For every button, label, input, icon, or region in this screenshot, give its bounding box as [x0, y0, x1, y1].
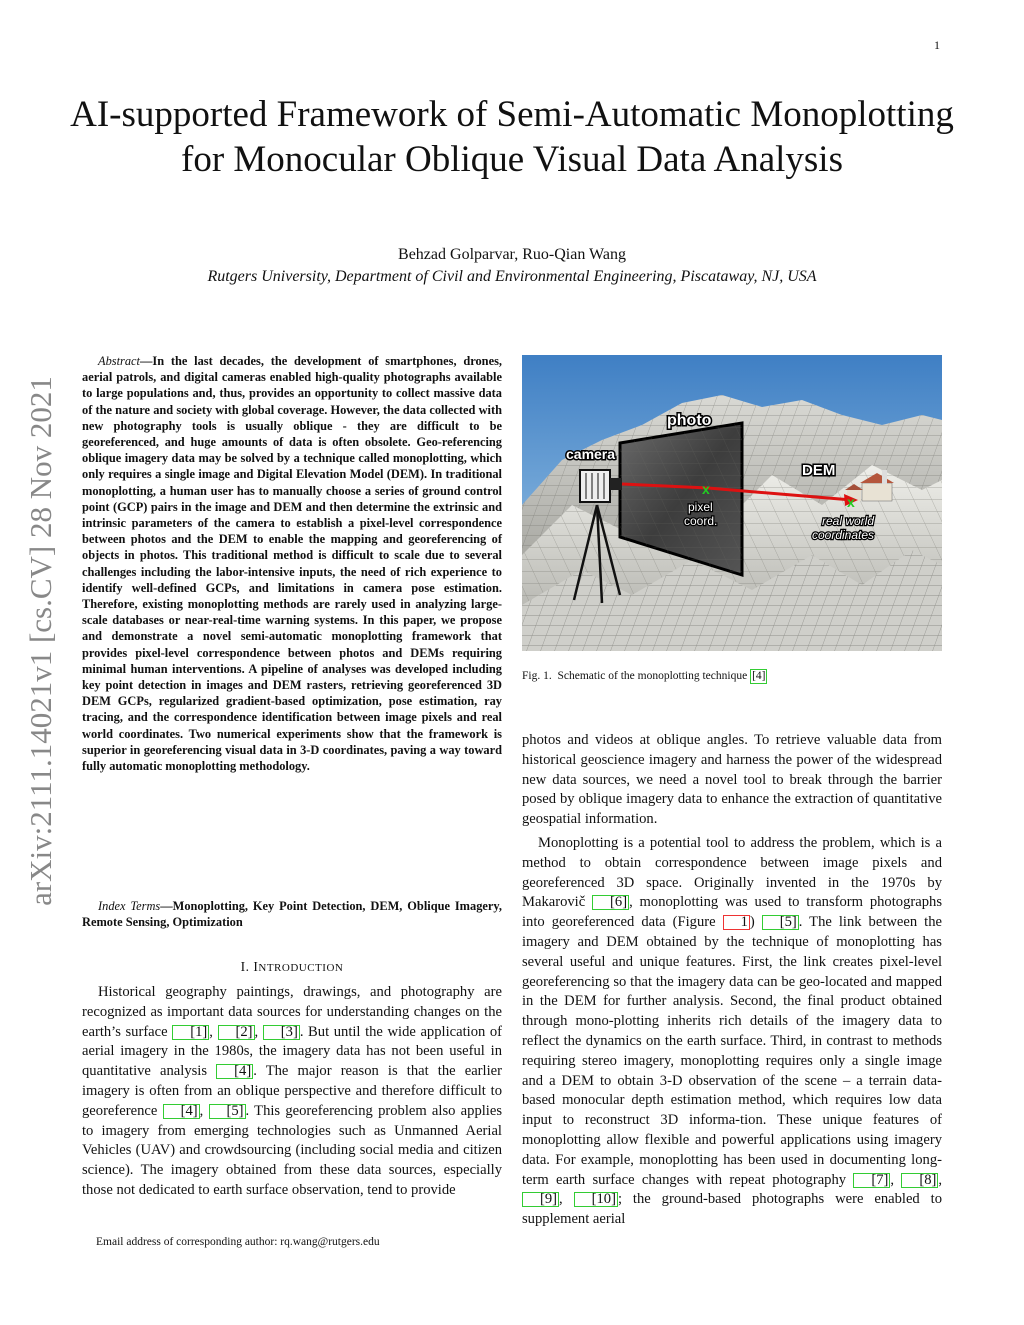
- citation-link[interactable]: [3]: [263, 1025, 300, 1040]
- caption-prefix: Fig. 1.: [522, 670, 552, 682]
- arxiv-stamp: arXiv:2111.14021v1 [cs.CV] 28 Nov 2021: [23, 376, 58, 906]
- label-coordinates: coordinates: [812, 528, 875, 542]
- citation-link[interactable]: [1]: [172, 1025, 209, 1040]
- authors: Behzad Golparvar, Ruo-Qian Wang: [398, 246, 626, 263]
- citation-link[interactable]: [10]: [574, 1192, 618, 1207]
- intro-paragraph: Historical geography paintings, drawings, and photography are recognized as important data sources for understanding changes on the earth’s surface [1] , [2] , [3] . But until the wide application of aerial imagery in the 1980s, the imagery data has not been useful in quantitative analysis [4] . The major reason is that the earlier imagery is often from an oblique perspective and therefore difficult to georeference [4] , [5] . This georeferencing problem also applies to imagery from emerging technologies such as Unmanned Aerial Vehicles (UAV) and crowdsourcing (including social media and citizen science). The imagery obtained from these data sources, especially those not dedicated to earth surface observation, tend to provide: [82, 984, 503, 1198]
- paper-title: AI-supported Framework of Semi-Automatic Monoplotting for Monocular Oblique Visual Data Analysis: [70, 94, 954, 180]
- citation-link[interactable]: [8]: [901, 1173, 938, 1188]
- figure-1: [522, 355, 942, 651]
- citation-link[interactable]: [2]: [218, 1025, 255, 1040]
- citation-link[interactable]: [5]: [209, 1104, 246, 1119]
- intro-text-3: . The major reason is that the earlier imagery is often from an oblique perspective and therefore difficult to georeference: [82, 1063, 502, 1119]
- monoplotting-schematic: [522, 355, 942, 651]
- citation-link[interactable]: [4]: [752, 670, 766, 682]
- citation-link[interactable]: [4]: [163, 1104, 200, 1119]
- right-paragraph-1: photos and videos at oblique angles. To retrieve valuable data from historical geoscience imagery and harness the power of the widespread new data sources, we need a novel tool to break through the barrier posed by oblique imagery data to enhance the extraction of quantitative geospatial information.: [522, 732, 942, 828]
- label-pixel: pixel: [688, 500, 713, 514]
- caption-text: Schematic of the monoplotting technique: [557, 670, 751, 682]
- right-paragraph-2: Monoplotting is a potential tool to address the problem, which is a method to obtain correspondence between image pixels and georeferenced 3D space. Originally invented in the 1970s by Makarovič [6] , monoplotting was used to transform photographs into georeferenced data (Figure 1 ) [5] . The link between the imagery and DEM obtained by the technique of monoplotting has several useful and unique features. First, the link creates pixel-level georeferencing so that the imagery data can be geo-located and mapped in the DEM for further analysis. Second, the final product obtained through mono-plotting inherits rich details of the imagery data to reflect the dynamics on the earth surface. Third, in contrast to methods requiring stereo imagery, monoplotting requires only a single image and a DEM to obtain 3-D observation of the scene – a terrain data-based monocular depth estimation method, which requires low data input to reconstruct 3D informa-tion. These unique features of monoplotting allow flexible and powerful applications using imagery data. For example, monoplotting has been used in documenting long-term earth surface changes with repeat photography [7] , [8] , [9] , [10] ; the ground-based photographs were enabled to supplement aerial: [522, 835, 943, 1228]
- right-text-1: Monoplotting is a potential tool to address the problem, which is a method to obtain correspondence between image pixels and georeferenced 3D space. Originally invented in the 1970s by Makarovič: [522, 835, 942, 911]
- right-text-3: ): [749, 914, 762, 931]
- world-marker: x: [847, 494, 855, 510]
- intro-text-1: Historical geography paintings, drawings, and photography are recognized as important data sources for understanding changes on the earth’s surface: [82, 984, 502, 1040]
- right-text-5: ; the ground-based photographs were enabled to supplement aerial: [522, 1191, 942, 1228]
- citation-link[interactable]: [9]: [522, 1192, 559, 1207]
- label-real-world: real world: [822, 514, 875, 528]
- section-heading: [82, 959, 502, 975]
- citation-link[interactable]: [5]: [762, 915, 799, 930]
- index-terms: [82, 898, 502, 930]
- citation-link[interactable]: [4]: [216, 1064, 253, 1079]
- page-number: 1: [934, 38, 940, 52]
- affiliation: Rutgers University, Department of Civil and Environmental Engineering, Piscataway, NJ, USA: [207, 268, 817, 285]
- abstract-label: Abstract: [98, 354, 140, 368]
- label-camera: camera: [566, 446, 616, 462]
- intro-text-2: . But until the wide application of aerial imagery in the 1980s, the imagery data has not been useful in quantitative analysis: [82, 1023, 503, 1080]
- right-text-4: . The link between the imagery and DEM obtained by the technique of monoplotting has several useful and unique features. First, the link creates pixel-level georeferencing so that the imagery data can be geo-located and mapped in the DEM for further analysis. Second, the final product obtained through mono-plotting inherits rich details of the imagery data to reflect the dynamics on the earth surface. Third, in contrast to methods requiring stereo imagery, monoplotting requires only a single image and a DEM to obtain 3-D observation of the scene – a terrain data-based monocular depth estimation method, which requires low data input to reconstruct 3D informa-tion. These unique features of monoplotting allow flexible and powerful applications using imagery data. For example, monoplotting has been used in documenting long-term earth surface changes with repeat photography: [522, 914, 942, 1188]
- section-first-letter: I: [253, 959, 259, 974]
- index-terms-text: —Monoplotting, Key Point Detection, DEM, Oblique Imagery, Remote Sensing, Optimization: [82, 899, 502, 930]
- section-number: I.: [240, 959, 250, 974]
- figure-ref-link[interactable]: 1: [723, 915, 750, 930]
- citation-link[interactable]: [6]: [592, 895, 629, 910]
- abstract-text: —In the last decades, the development of smartphones, drones, aerial patrols, and digital cameras enabled high-quality photographs available to large populations and, thus, provides an opportunity to collect massive data of the nature and society with global coverage. However, the data collected with new photography tools is usually oblique - they are difficult to be georeferenced, and huge amounts of data is often obsolete. Geo-referencing oblique imagery data may be solved by a technique called monoplotting, which only requires a single image and Digital Elevation Model (DEM). In traditional monoplotting, a human user has to manually choose a series of ground control point (GCP) pairs in the image and DEM and then determine the extrinsic and intrinsic parameters of the camera to establish a pixel-level correspondence between photos and the DEM to enable the mapping and georeferencing of objects in photos. This traditional method is difficult to scale due to several challenges including the labor-intensive inputs, the need of rich experience to identify well-defined GCPs, and limitations in camera pose estimation. Therefore, existing monoplotting methods are rarely used in analyzing large-scale databases or near-real-time warning systems. In this paper, we propose and demonstrate a novel semi-automatic monoplotting framework that provides pixel-level correspondence between photos and DEMs requiring minimal human interventions. A pipeline of analyses was developed including key point detection in images and DEM rasters, retrieving georeferenced 3D DEM GCPs, regularized gradient-based optimization, pose estimation, ray tracing, and the correspondence identification between image pixels and real world coordinates. Two numerical experiments show that the framework is superior in georeferencing visual data in 3-D coordinates, paving a way toward fully automatic monoplotting methodology.: [82, 354, 502, 774]
- right-text-2: , monoplotting was used to transform photographs into georeferenced data (Figure: [522, 894, 942, 931]
- label-dem: DEM: [802, 462, 836, 479]
- section-title-rest: NTRODUCTION: [258, 962, 344, 974]
- label-photo: photo: [667, 412, 712, 429]
- abstract: [82, 353, 502, 774]
- figure-caption: [522, 669, 767, 684]
- citation-link[interactable]: [7]: [853, 1173, 890, 1188]
- index-terms-label: Index Terms: [98, 899, 161, 913]
- pixel-marker: x: [702, 481, 710, 497]
- intro-text-4: . This georeferencing problem also applies to imagery from emerging technologies such as Unmanned Aerial Vehicles (UAV) and crowdsourcing (including social media and citizen science). The imagery obtained from these data sources, especially those not dedicated to earth surface observation, tend to provide: [82, 1102, 503, 1198]
- footnote: Email address of corresponding author: rq.wang@rutgers.edu: [96, 1236, 380, 1248]
- label-coord: coord.: [684, 514, 718, 528]
